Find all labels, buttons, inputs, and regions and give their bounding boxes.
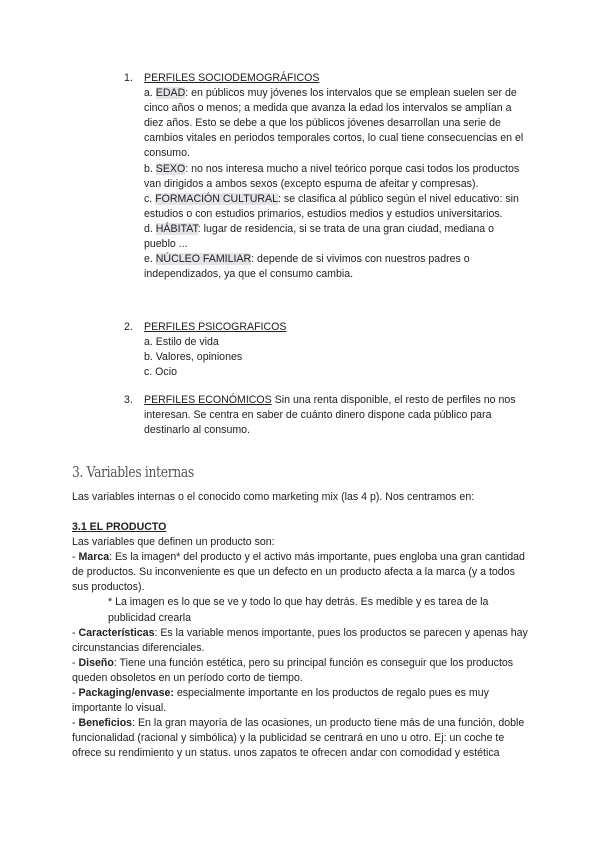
list-item-perfiles-psicograficos bbox=[124, 320, 524, 380]
subitem-nucleo-familiar: e. NÚCLEO FAMILIAR: depende de si vivimos con nuestros padres o independizados, ya que el consumo cambia. bbox=[144, 253, 470, 281]
product-item-marca: - Marca: Es la imagen* del producto y el activo más importante, pues engloba una gran cantidad de productos. Su inconveniente es que un defecto en un producto afecta a la marca (y a todos sus productos). bbox=[72, 551, 525, 594]
term-highlight: HÁBITAT bbox=[155, 222, 198, 235]
subitem: c. Ocio bbox=[144, 366, 177, 379]
subitem: a. Estilo de vida bbox=[144, 336, 219, 349]
intro-paragraph: Las variables internas o el conocido como marketing mix (las 4 p). Nos centramos en: bbox=[72, 491, 475, 503]
item-text: Sin una renta disponible, el resto de perfiles no nos interesan. Se centra en saber de cuánto dinero dispone cada público para destinarlo al consumo. bbox=[144, 394, 516, 437]
term-highlight: NÚCLEO FAMILIAR bbox=[155, 253, 252, 266]
list-number: 1. bbox=[124, 72, 133, 84]
term-highlight: EDAD bbox=[155, 87, 186, 100]
list-number: 2. bbox=[124, 321, 133, 333]
list-item-perfiles-economicos bbox=[124, 393, 524, 438]
item-title: PERFILES ECONÓMICOS bbox=[144, 394, 272, 406]
product-item-caracteristicas: - Características: Es la variable menos importante, pues los productos se parecen y apenas hay circunstancias diferenciales. bbox=[72, 626, 528, 654]
item-title: PERFILES SOCIODEMOGRÁFICOS bbox=[144, 72, 320, 84]
product-item-packaging: - Packaging/envase: especialmente importante en los productos de regalo pues es muy importante lo visual. bbox=[72, 687, 489, 715]
term-highlight: SEXO bbox=[155, 162, 186, 175]
subheading: 3.1 EL PRODUCTO bbox=[72, 521, 167, 533]
term-highlight: FORMACIÓN CULTURAL bbox=[155, 192, 279, 205]
section-heading: 3. Variables internas bbox=[72, 463, 194, 481]
product-item-beneficios: - Beneficios: En la gran mayoría de las ocasiones, un producto tiene más de una función, doble funcionalidad (racional y simbólica) y la publicidad se centrará en uno u otro. Ej: un coche te ofrece su rendimiento y un status. unos zapatos te ofrecen andar con comodidad y estética bbox=[72, 717, 525, 760]
product-section bbox=[72, 520, 528, 762]
subitem-formacion-cultural: c. FORMACIÓN CULTURAL: se clasifica al público según el nivel educativo: sin estudios o con estudios primarios, estudios medios y estudios universitarios. bbox=[144, 192, 519, 220]
subitem: b. Valores, opiniones bbox=[144, 351, 243, 364]
product-intro: Las variables que definen un producto son: bbox=[72, 536, 275, 549]
item-title: PERFILES PSICOGRAFICOS bbox=[144, 321, 287, 333]
list-item-perfiles-sociodemograficos bbox=[124, 71, 524, 282]
subitem-sexo: b. SEXO: no nos interesa mucho a nivel teórico porque casi todos los productos van dirigidos a ambos sexos (excepto espuma de afeitar y compresas). bbox=[144, 162, 520, 190]
product-note-imagen: * La imagen es lo que se ve y todo lo que hay detrás. Es medible y es tarea de la publicidad crearla bbox=[108, 596, 489, 624]
product-item-diseno: - Diseño: Tiene una función estética, pero su principal función es conseguir que los productos queden obsoletos en un período corto de tiempo. bbox=[72, 656, 514, 684]
subitem-habitat: d. HÁBITAT: lugar de residencia, si se trata de una gran ciudad, mediana o pueblo ... bbox=[144, 222, 495, 251]
list-number: 3. bbox=[124, 394, 133, 406]
subitem-edad: a. EDAD: en públicos muy jóvenes los intervalos que se emplean suelen ser de cinco años o menos; a medida que avanza la edad los intervalos se amplían a diez años. Esto se debe a que los públicos jóvenes desarrollan una serie de cambios vitales en periodos temporales cortos, lo cual tiene consecuencias en el consumo. bbox=[144, 87, 524, 160]
